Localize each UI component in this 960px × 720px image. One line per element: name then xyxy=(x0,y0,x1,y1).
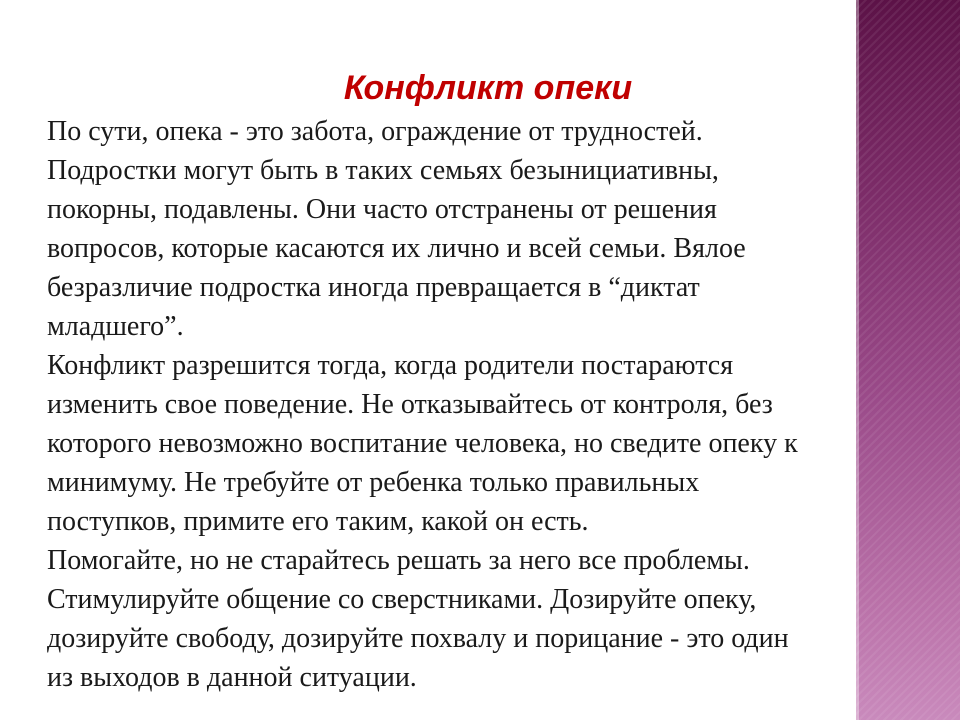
text-line: из выходов в данной ситуации. xyxy=(47,662,417,693)
text-line: младшего”. xyxy=(47,311,184,342)
text-line: Конфликт разрешится тогда, когда родители постараются xyxy=(47,350,734,381)
text-line: изменить свое поведение. Не отказывайтесь от контроля, без xyxy=(47,389,773,420)
text-line: минимуму. Не требуйте от ребенка только правильных xyxy=(47,467,700,498)
paragraph-1 xyxy=(47,112,937,346)
text-line: покорны, подавлены. Они часто отстранены от решения xyxy=(47,194,717,225)
paragraph-2 xyxy=(47,346,937,697)
text-line: поступков, примите его таким, какой он есть. xyxy=(47,506,589,537)
text-line: По сути, опека - это забота, ограждение от трудностей. xyxy=(47,116,703,147)
text-line: Стимулируйте общение со сверстниками. Дозируйте опеку, xyxy=(47,584,757,615)
text-line: безразличие подростка иногда превращается в “диктат xyxy=(47,272,700,303)
text-line: вопросов, которые касаются их лично и всей семьи. Вялое xyxy=(47,233,746,264)
slide-title: Конфликт опеки xyxy=(343,69,633,107)
text-line: которого невозможно воспитание человека, но сведите опеку к xyxy=(47,428,798,459)
text-line: дозируйте свободу, дозируйте похвалу и порицание - это один xyxy=(47,623,789,654)
slide-body xyxy=(47,112,937,697)
text-line: Помогайте, но не старайтесь решать за него все проблемы. xyxy=(47,545,750,576)
text-line: Подростки могут быть в таких семьях безынициативны, xyxy=(47,155,719,186)
